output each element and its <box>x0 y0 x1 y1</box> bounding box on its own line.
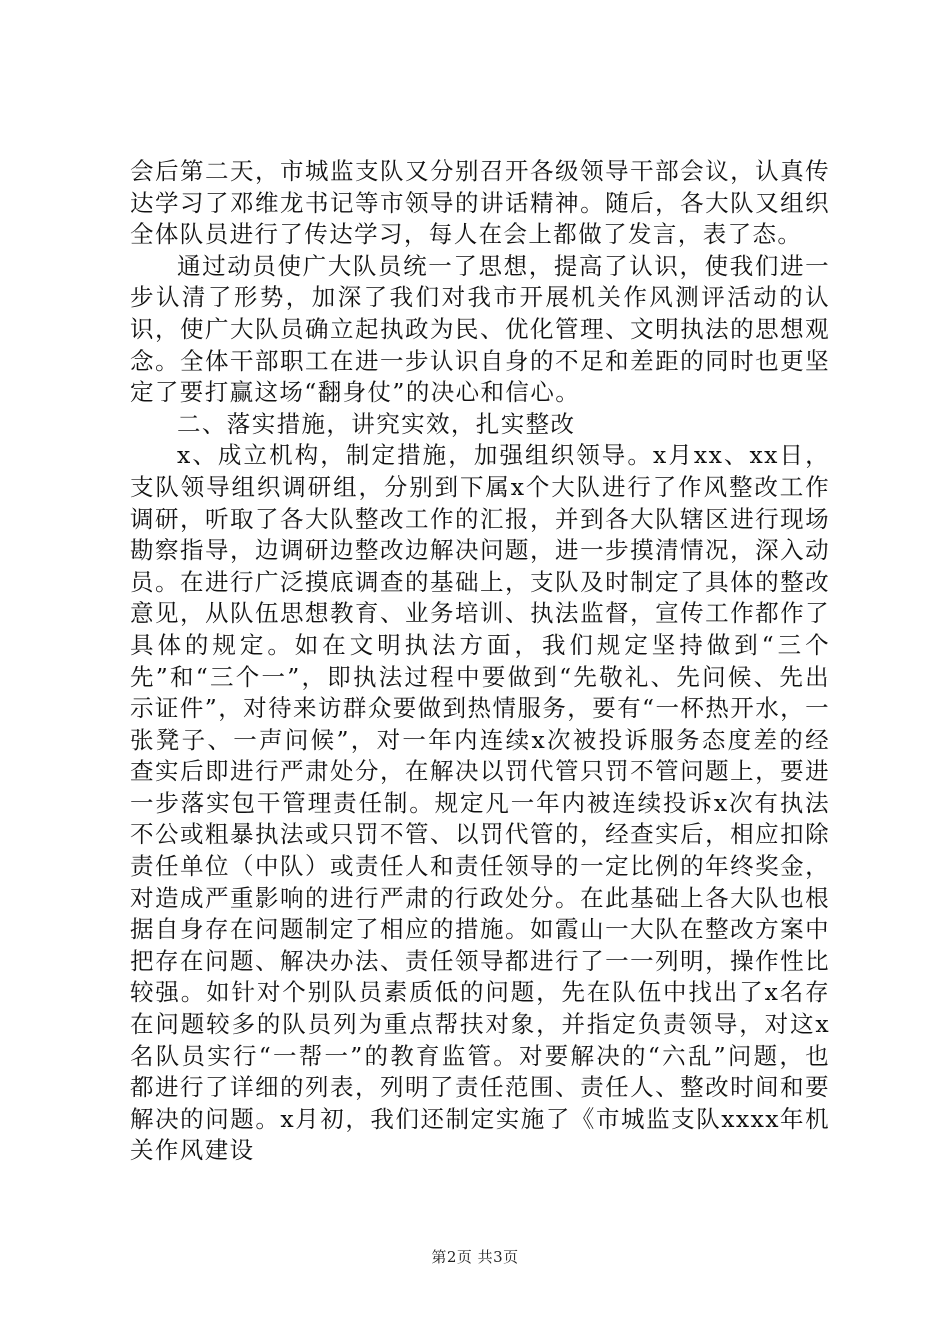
paragraph-mobilization-result: 通过动员使广大队员统一了思想，提高了认识，使我们进一步认清了形势，加深了我们对我市开展机关作风测评活动的认识，使广大队员确立起执政为民、优化管理、文明执法的思想观念。全体干部职工在进一步认识自身的不足和差距的同时也更坚定了要打赢这场“翻身仗”的决心和信心。 <box>130 251 830 407</box>
paragraph-meeting-followup: 会后第二天，市城监支队又分别召开各级领导干部会议，认真传达学习了邓维龙书记等市领导的讲话精神。随后，各大队又组织全体队员进行了传达学习，每人在会上都做了发言，表了态。 <box>130 157 830 249</box>
paragraph-organization-measures: x、成立机构，制定措施，加强组织领导。x月xx、xx日，支队领导组织调研组，分别到下属x个大队进行了作风整改工作调研，听取了各大队整改工作的汇报，并到各大队辖区进行现场勘察指导，边调研边整改边解决问题，进一步摸清情况，深入动员。在进行广泛摸底调查的基础上，支队及时制定了具体的整改意见，从队伍思想教育、业务培训、执法监督，宣传工作都作了具体的规定。如在文明执法方面，我们规定坚持做到“三个先”和“三个一”，即执法过程中要做到“先敬礼、先问候、先出示证件”，对待来访群众要做到热情服务，要有“一杯热开水，一张凳子、一声问候”，对一年内连续x次被投诉服务态度差的经查实后即进行严肃处分，在解决以罚代管只罚不管问题上，要进一步落实包干管理责任制。规定凡一年内被连续投诉x次有执法不公或粗暴执法或只罚不管、以罚代管的，经查实后，相应扣除责任单位（中队）或责任人和责任领导的一定比例的年终奖金，对造成严重影响的进行严肃的行政处分。在此基础上各大队也根据自身存在问题制定了相应的措施。如霞山一大队在整改方案中把存在问题、解决办法、责任领导都进行了一一列明，操作性比较强。如针对个别队员素质低的问题，先在队伍中找出了x名存在问题较多的队员列为重点帮扶对象，并指定负责领导，对这x名队员实行“一帮一”的教育监管。对要解决的“六乱”问题，也都进行了详细的列表，列明了责任范围、责任人、整改时间和要解决的问题。x月初，我们还制定实施了《市城监支队xxxx年机关作风建设 <box>130 441 830 1165</box>
page-number-footer: 第2页 共3页 <box>431 1248 519 1266</box>
section-heading-measures: 二、落实措施，讲究实效，扎实整改 <box>177 409 576 438</box>
document-body <box>130 156 830 1167</box>
